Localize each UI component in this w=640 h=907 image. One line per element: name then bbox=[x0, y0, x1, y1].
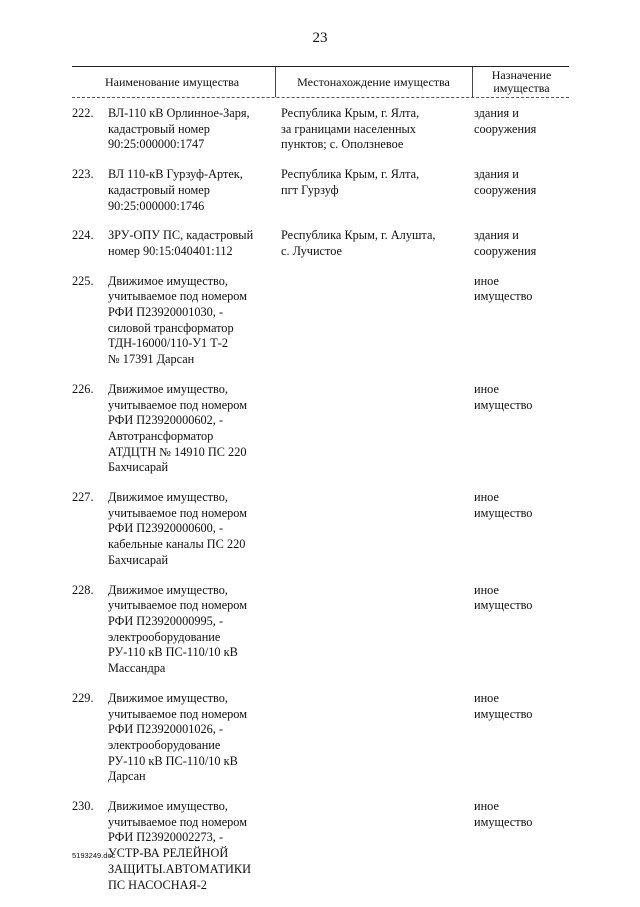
row-number: 226. bbox=[72, 381, 94, 396]
property-name: Движимое имущество, учитываемое под номером РФИ П23920000995, - электрооборудование РУ-110 кВ ПС-110/10 кВ Массандра bbox=[108, 582, 248, 676]
property-name: Движимое имущество, учитываемое под номером РФИ П23920001026, - электрооборудование РУ-110 кВ ПС-110/10 кВ Дарсан bbox=[108, 690, 248, 784]
property-location bbox=[276, 490, 474, 569]
document-filename: 5193249.doc bbox=[72, 851, 116, 860]
property-purpose: иное имущество bbox=[474, 799, 533, 829]
header-location: Местонахождение имущества bbox=[297, 74, 450, 89]
property-location bbox=[276, 799, 474, 893]
property-name: ЗРУ-ОПУ ПС, кадастровый номер 90:15:040401:112 bbox=[108, 228, 254, 258]
property-purpose: здания и сооружения bbox=[474, 106, 537, 136]
property-table bbox=[72, 106, 569, 907]
header-purpose: Назначение имущества bbox=[491, 68, 552, 95]
table-row bbox=[72, 382, 569, 476]
row-number: 228. bbox=[72, 582, 94, 597]
row-number: 229. bbox=[72, 690, 94, 705]
property-location bbox=[276, 691, 474, 785]
property-location bbox=[276, 274, 474, 368]
row-number: 227. bbox=[72, 490, 94, 505]
table-row bbox=[72, 106, 569, 153]
property-name: Движимое имущество, учитываемое под номером РФИ П23920001030, - силовой трансформатор ТДН-16000/110-У1 Т-2 № 17391 Дарсан bbox=[108, 273, 248, 367]
header-divider bbox=[275, 67, 276, 97]
table-header bbox=[72, 66, 569, 98]
property-purpose: здания и сооружения bbox=[474, 167, 537, 197]
table-row bbox=[72, 167, 569, 214]
table-row bbox=[72, 228, 569, 259]
row-number: 222. bbox=[72, 106, 94, 120]
property-purpose: иное имущество bbox=[474, 273, 533, 304]
table-row bbox=[72, 583, 569, 677]
row-number: 225. bbox=[72, 273, 94, 288]
property-purpose: иное имущество bbox=[474, 582, 533, 613]
property-location bbox=[276, 583, 474, 677]
property-name: ВЛ-110 кВ Орлинное-Заря, кадастровый номер 90:25:000000:1747 bbox=[108, 106, 250, 152]
table-row bbox=[72, 490, 569, 569]
header-name: Наименование имущества bbox=[104, 74, 240, 89]
property-location: Республика Крым, г. Ялта, пгт Гурзуф bbox=[281, 167, 420, 197]
row-number: 230. bbox=[72, 799, 94, 814]
row-number: 223. bbox=[72, 167, 94, 182]
property-location: Республика Крым, г. Ялта, за границами населенных пунктов; с. Оползневое bbox=[281, 106, 420, 152]
property-purpose: иное имущество bbox=[474, 690, 533, 721]
header-divider bbox=[472, 67, 473, 97]
property-purpose: здания и сооружения bbox=[474, 228, 537, 258]
row-number: 224. bbox=[72, 228, 94, 243]
table-row bbox=[72, 274, 569, 368]
property-name: Движимое имущество, учитываемое под номером РФИ П23920000600, - кабельные каналы ПС 220 Бахчисарай bbox=[108, 490, 248, 567]
property-purpose: иное имущество bbox=[474, 381, 533, 412]
table-row bbox=[72, 691, 569, 785]
property-location bbox=[276, 382, 474, 476]
table-row bbox=[72, 799, 569, 893]
property-name: ВЛ 110-кВ Гурзуф-Артек, кадастровый номер 90:25:000000:1746 bbox=[108, 167, 243, 213]
property-purpose: иное имущество bbox=[474, 490, 533, 520]
property-name: Движимое имущество, учитываемое под номером РФИ П23920000602, - Автотрансформатор АТДЦТН № 14910 ПС 220 Бахчисарай bbox=[108, 381, 248, 475]
property-name: Движимое имущество, учитываемое под номером РФИ П23920002273, - УСТР-ВА РЕЛЕЙНОЙ ЗАЩИТЫ.АВТОМАТИКИ ПС НАСОСНАЯ-2 bbox=[108, 799, 251, 892]
page-number: 23 bbox=[312, 30, 328, 46]
property-location: Республика Крым, г. Алушта, с. Лучистое bbox=[281, 228, 436, 258]
